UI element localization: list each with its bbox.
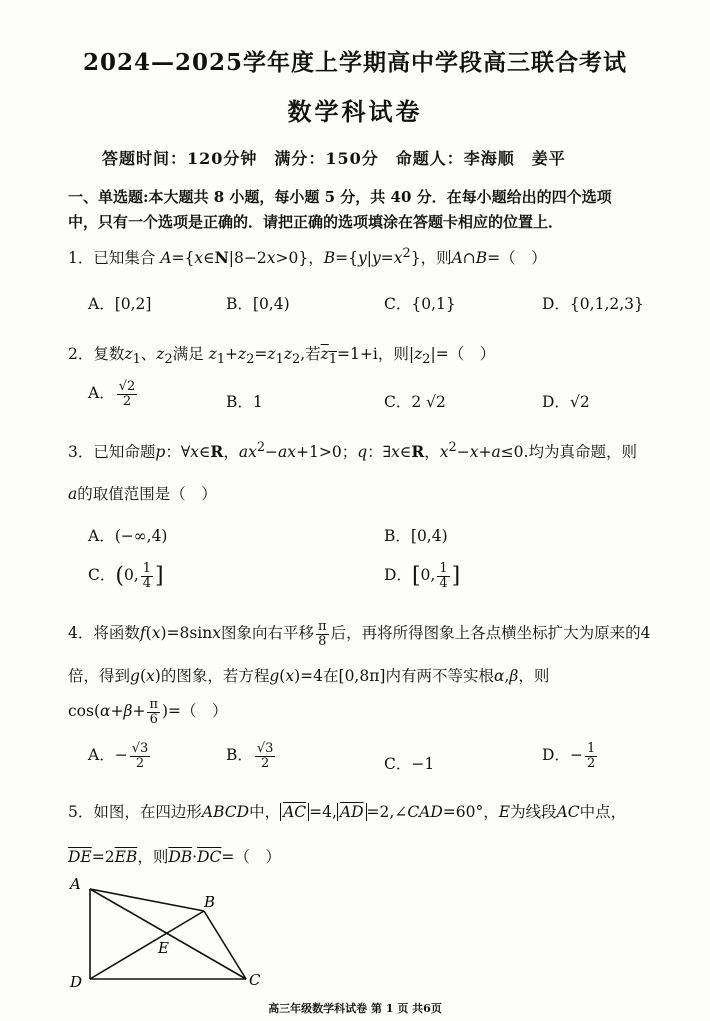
question-4: 4．将函数f(x)=8sinx图象向右平移 $\frac{\pi}{8}$ 后，再将所得图象上各点横坐标扩大为原来的4 [68, 619, 651, 649]
quadrilateral-figure [66, 875, 266, 995]
question-4-line3: cos(α+β+ $\frac{\pi}{6}$ )=（ ） [68, 697, 228, 727]
q2-option-b: B．1 [226, 393, 263, 411]
q2-option-d: D．√2 [542, 393, 590, 411]
q4-option-d: D．− $\frac{1}{2}$ [542, 741, 596, 771]
q1-option-c: C．{0,1} [384, 295, 456, 313]
q4-option-a: A．− $\frac{√3}{2}$ [88, 741, 149, 771]
q4-option-c: C．−1 [384, 755, 435, 773]
q4-option-b: B． $\frac{√3}{2}$ [226, 741, 274, 771]
question-3: 3．已知命题p：∀x∈R，$ax^2-ax+1>0$；q：∃x∈R，$x^2-x+a\le 0$.均为真命题，则 [68, 440, 637, 462]
section-heading-line1: 一、单选题:本大题共 8 小题，每小题 5 分，共 40 分．在每小题给出的四个选项 [68, 188, 612, 206]
q2-option-a: A． $\frac{√2}{2}$ [88, 379, 136, 409]
q1-option-a: A．[0,2] [88, 295, 152, 313]
exam-subtitle: 数学科试卷 [287, 97, 423, 126]
question-1: 1．已知集合 A={x∈N|8−2x>0}，$B=\{y|y=x^2\}$，则A∩B=（ ） [68, 246, 547, 268]
question-5-line2: $\overline{DE}=2\overline{EB}$，则$\overline{DB}\cdot\overline{DC}=$（ ） [68, 848, 281, 866]
question-2: 2．复数$z_1$、$z_2$满足 $z_1+z_2=z_1z_2$,若$z_1=1+i$，则$|z_2|=$（ ） [68, 345, 496, 368]
edge-bc [204, 911, 246, 979]
label-e: E [158, 939, 169, 957]
q3-option-d: D．[0, $\frac{1}{4}$ ] [384, 561, 461, 591]
exam-info: 答题时间：120分钟 满分：150分 命题人：李海顺 姜平 [102, 149, 566, 168]
label-b: B [204, 893, 216, 911]
edge-ab [90, 889, 204, 911]
q3-option-c: C．(0, $\frac{1}{4}$ ] [88, 561, 164, 591]
label-c: C [249, 971, 261, 989]
q3-option-b: B．[0,4) [384, 527, 448, 545]
q2-option-c: C．2 √2 [384, 393, 446, 411]
page-footer: 高三年级数学科试卷 第 1 页 共6页 [268, 1002, 442, 1015]
question-4-line2: 倍，得到g(x)的图象，若方程g(x)=4在[0,8π]内有两不等实根α,β，则 [68, 667, 550, 685]
q3-option-a: A．(−∞,4) [88, 527, 168, 545]
label-a: A [70, 875, 81, 893]
question-5: 5．如图，在四边形ABCD中， $\overline{AC} =4$, $\overline{AD}$ =2,∠CAD=60°，E为线段AC中点， [68, 803, 627, 821]
exam-title: 2024—2025学年度上学期高中学段高三联合考试 [82, 49, 628, 76]
q1-option-d: D．{0,1,2,3} [542, 295, 644, 313]
question-3-line2: a的取值范围是（ ） [68, 485, 217, 503]
section-heading-line2: 中，只有一个选项是正确的．请把正确的选项填涂在答题卡相应的位置上． [68, 213, 564, 231]
label-d: D [70, 973, 83, 991]
q1-option-b: B．[0,4) [226, 295, 290, 313]
